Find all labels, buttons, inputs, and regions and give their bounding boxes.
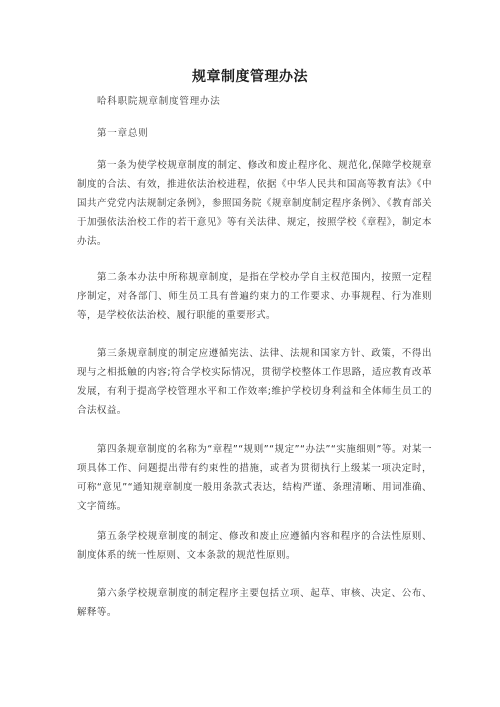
chapter-heading: 第一章总则 bbox=[97, 128, 149, 139]
article-paragraph-1: 第一条为使学校规章制度的制定、修改和废止程序化、规范化,保障学校规章制度的合法、有效，推进依法治校进程，依据《中华人民共和国高等教育法》《中国共产党党内法规制定条例》，参照国务院《规章制度制定程序条例》、《教育部关于加强依法治校工作的若干意见》等有关法律、规定，按照学校《章程》，制定本办法。 bbox=[77, 160, 432, 247]
article-paragraph-4: 第四条规章制度的名称为“章程”“规则”“规定”“办法”“实施细则”等。对某一项具体工作、问题提出带有约束性的措施，或者为贯彻执行上级某一项决定时，可称“意见”“通知规章制度一般用条款式表达，结构严谨、条理清晰、用词准确、文字简练。 bbox=[77, 444, 432, 512]
article-paragraph-3: 第三条规章制度的制定应遵循宪法、法律、法规和国家方针、政策，不得出现与之相抵触的内容;符合学校实际情况，贯彻学校整体工作思路，适应教育改革发展，有利于提高学校管理水平和工作效率;维护学校切身利益和全体师生员工的合法权益。 bbox=[77, 348, 432, 416]
document-title: 规章制度管理办法 bbox=[192, 69, 308, 85]
article-paragraph-2: 第二条本办法中所称规章制度，是指在学校办学自主权范围内，按照一定程序制定，对各部门、师生员工具有普遍约束力的工作要求、办事规程、行为准则等，是学校依法治校、履行职能的重要形式。 bbox=[77, 272, 432, 321]
article-paragraph-6: 第六条学校规章制度的制定程序主要包括立项、起草、审核、决定、公布、解释等。 bbox=[77, 588, 432, 618]
article-paragraph-5: 第五条学校规章制度的制定、修改和废止应遵循内容和程序的合法性原则、制度体系的统一性原则、文本条款的规范性原则。 bbox=[77, 531, 432, 561]
document-subtitle: 哈科职院规章制度管理办法 bbox=[97, 96, 221, 107]
